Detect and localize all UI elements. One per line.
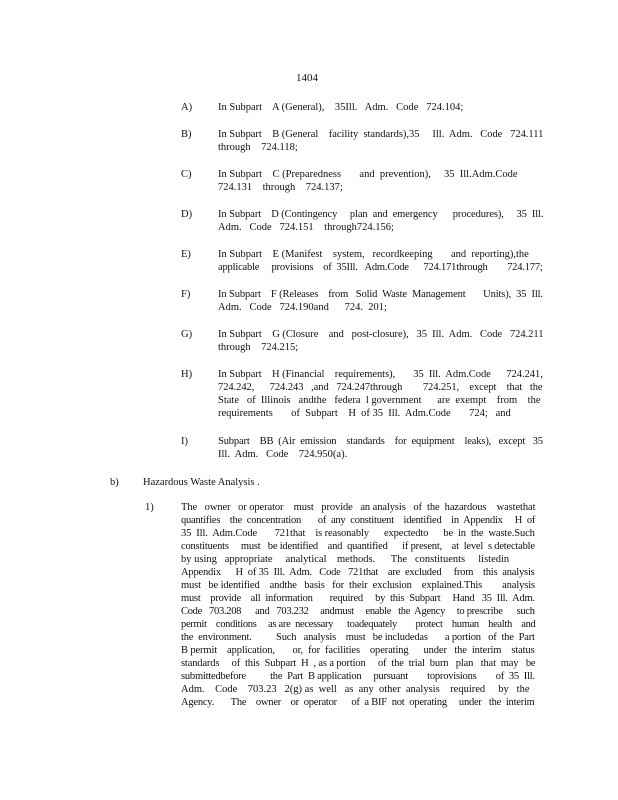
text-line: applicable provisions of 35Ill. Adm.Code 724.171through 724.177; [218,262,543,273]
text-line: In Subpart D (Contingency plan and emergency procedures), 35 Ill. [218,209,544,220]
subparagraph-text [218,208,543,234]
text-line: 35 Ill. Adm.Code 721that is reasonably expectedto be in the waste.Such [181,528,535,539]
text-line: through 724.118; [218,142,298,153]
section-b-label: b) [110,477,119,488]
paragraph-1-label: 1) [145,502,154,513]
text-line: constituents must be identified and quantified if present, at level s detectable [181,541,535,552]
paragraph-1-text [181,501,535,709]
subparagraph-text [218,435,543,461]
text-line: In Subpart E (Manifest system, recordkeeping and reporting),the [218,249,529,260]
text-line: In Subpart H (Financial requirements), 35 Ill. Adm.Code 724.241, [218,369,543,380]
subparagraph-label: H) [181,369,193,380]
subparagraph-text [218,288,543,314]
text-line: standards of this Subpart H , as a portion of the trial burn plan that may be [181,658,536,669]
text-line: Ill. Adm. Code 724.950(a). [218,449,348,460]
subparagraph-text [218,368,543,420]
text-line: Code 703.208 and 703.232 andmust enable the Agency to prescribe such [181,606,535,617]
text-line: In Subpart B (General facility standards),35 Ill. Adm. Code 724.111 [218,129,544,140]
text-line: by using appropriate analytical methods. The constituents listedin [181,554,510,565]
subparagraph-label: G) [181,329,193,340]
subparagraph-label: D) [181,209,193,220]
subparagraph-text [218,168,543,194]
subparagraph-text [218,248,543,274]
text-line: Adm. Code 724.151 through724.156; [218,222,394,233]
subparagraph-label: E) [181,249,191,260]
text-line: quantifies the concentration of any constituent identified in Appendix H of [181,515,536,526]
text-line: The owner or operator must provide an analysis of the hazardous wastethat [181,502,536,513]
text-line: In Subpart A (General), 35Ill. Adm. Code 724.104; [218,102,464,113]
subparagraph-text [218,128,543,154]
text-line: must provide all information required by this Subpart Hand 35 Ill. Adm. [181,593,535,604]
page-number: 1404 [296,72,318,84]
text-line: Appendix H of 35 Ill. Adm. Code 721that are excluded from this analysis [181,567,535,578]
subparagraph-label: I) [181,436,188,447]
text-line: Adm. Code 703.23 2(g) as well as any other analysis required by the [181,684,530,695]
section-b-heading: Hazardous Waste Analysis . [143,477,260,488]
text-line: through 724.215; [218,342,299,353]
subparagraph-label: C) [181,169,192,180]
text-line: In Subpart F (Releases from Solid Waste Management Units), 35 Ill. [218,289,543,300]
text-line: In Subpart G (Closure and post-closure), 35 Ill. Adm. Code 724.211 [218,329,544,340]
text-line: 724.242, 724.243 ,and 724.247through 724.251, except that the [218,382,543,393]
text-line: State of Illinois andthe federa l government are exempt from the [218,395,541,406]
text-line: B permit application, or, for facilities operating under the interim status [181,645,535,656]
text-line: requirements of Subpart H of 35 Ill. Adm.Code 724; and [218,408,511,419]
subparagraph-text [218,101,543,114]
subparagraph-text [218,328,543,354]
text-line: Agency. The owner or operator of a BIF not operating under the interim [181,697,535,708]
subparagraph-label: F) [181,289,191,300]
text-line: permit conditions as are necessary toadequately protect human health and [181,619,536,630]
text-line: In Subpart C (Preparedness and prevention), 35 Ill.Adm.Code [218,169,518,180]
text-line: must be identified andthe basis for their exclusion explained.This analysis [181,580,535,591]
text-line: Subpart BB (Air emission standards for equipment leaks), except 35 [218,436,543,447]
text-line: 724.131 through 724.137; [218,182,343,193]
subparagraph-label: B) [181,129,192,140]
text-line: Adm. Code 724.190and 724. 201; [218,302,387,313]
subparagraph-label: A) [181,102,193,113]
text-line: submittedbefore the Part B application pursuant toprovisions of 35 Ill. [181,671,535,682]
text-line: the environment. Such analysis must be includedas a portion of the Part [181,632,535,643]
